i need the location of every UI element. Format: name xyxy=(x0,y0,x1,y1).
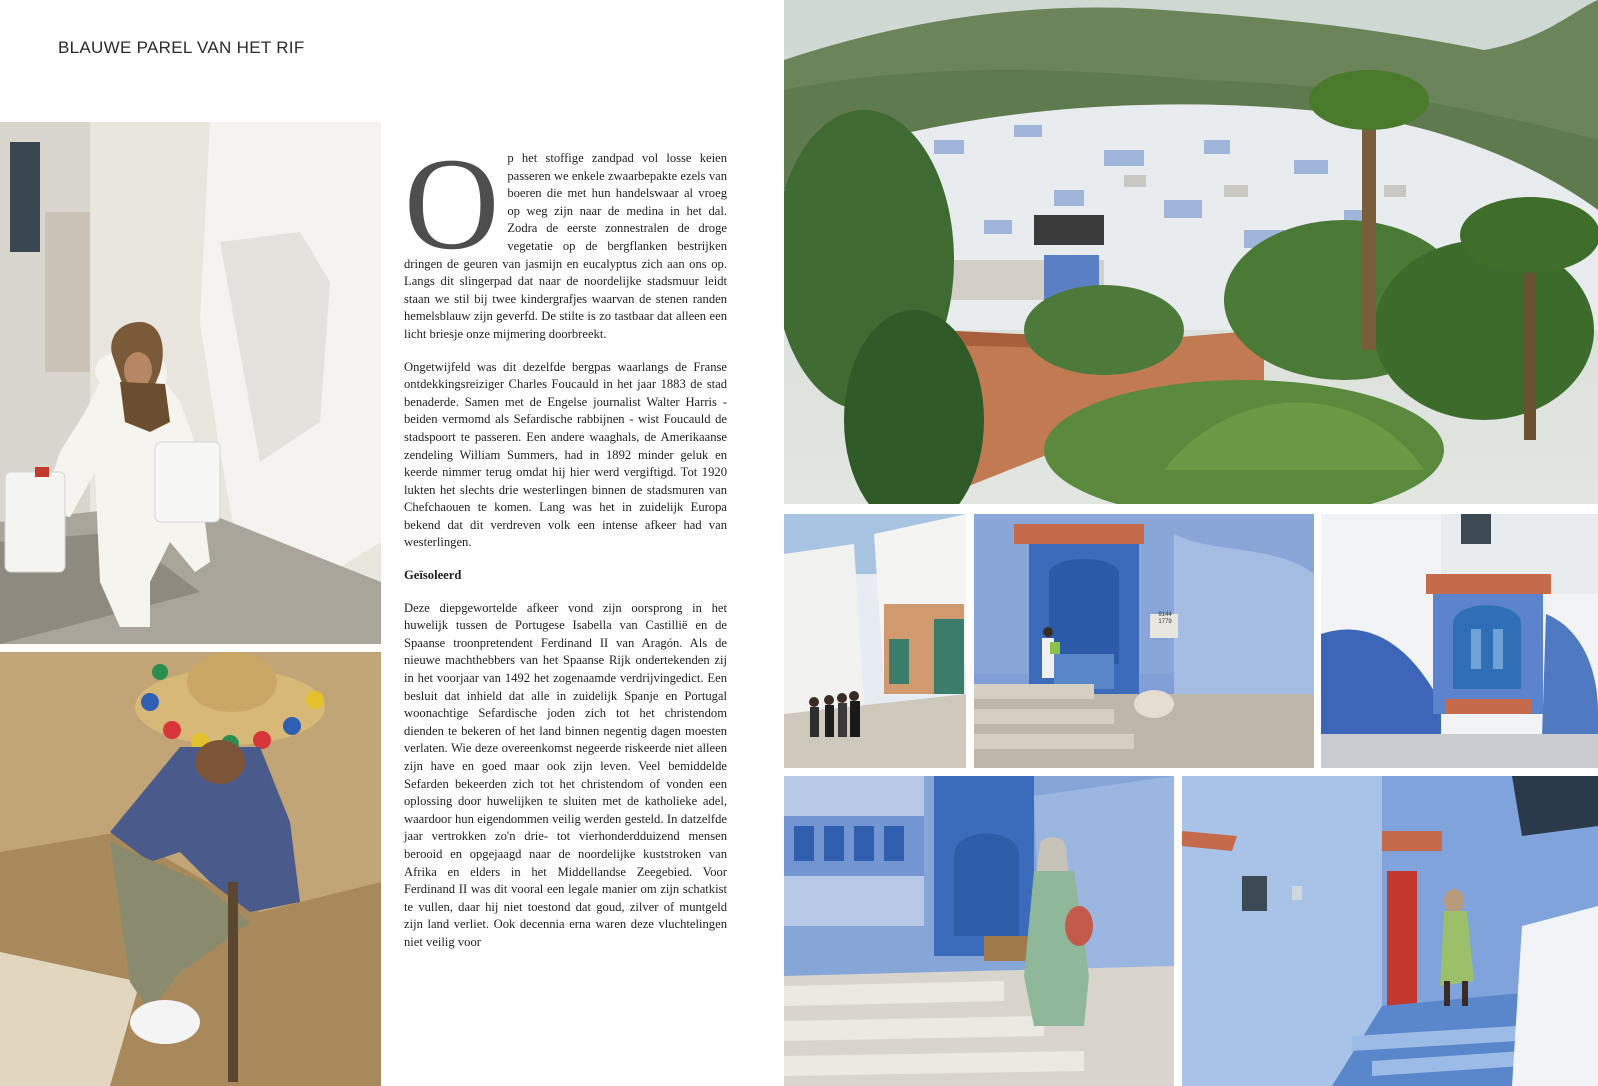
article-paragraph-3: Deze diepgewortelde afkeer vond zijn oorsprong in het huwelijk tussen de Portugese Isabella van Castillië en de Spaanse troonpretendent Ferdinand II van Aragón. Als de nieuwe machthebbers van het Spaanse Rijk ondertekenden zij in het voorjaar van 1492 het zogenaamde verdrijvingedict. Een besluit dat inhield dat alle in zuidelijk Spanje en Portugal woonachtige Sefardische joden zich tot het christendom dienden te bekeren of het land binnen negentig dagen moesten verlaten. Wie deze overeenkomst negeerde riskeerde niet alleen zijn have en goed maar ook zijn leven. Veel bemiddelde Sefarden bekeerden zich tot het christendom of vonden een oplossing door huwelijken te sluiten met de katholieke adel, waardoor hun eigendommen veilig werden gesteld. In datzelfde jaar vertrokken zo'n drie- tot vierhonderdduizend mensen berooid en opgejaagd naar de noordelijke kuststroken van Afrika en elders in het Middellandse Zeegebied. Voor Ferdinand II was dit vooral een legale manier om zijn schatkist te vullen, daar hij niet toestond dat goud, zilver of muntgeld zijn land verliet. Ook decennia erna waren deze vluchtelingen niet veilig voor xyxy=(404,600,727,949)
section-subheading: Geïsoleerd xyxy=(404,568,462,583)
article-paragraph-2: Ongetwijfeld was dit dezelfde bergpas waarlangs de Franse ontdekkingsreiziger Charles Foucauld in het jaar 1883 de stad benaderde. Samen met de Engelse journalist Walter Harris - beiden vermomd als Sefardische rabbijnen - wist Foucauld de stadspoort te passeren. Een andere waaghals, de Amerikaanse zendeling William Summers, had in 1892 minder geluk en keerde nimmer terug omdat hij hier werd vergiftigd. Tot 1920 lukten het slechts drie westerlingen binnen de stadsmuren van Chefchaouen te komen. Lang was het in zuidelijk Europa bekend dat dit verdreven volk een intense afkeer had van westerlingen. xyxy=(404,359,727,550)
photo-blue-fountain xyxy=(974,514,1314,768)
house-number-sign: 9144 1779 xyxy=(1158,612,1172,625)
article-body xyxy=(404,130,727,967)
photo-woman-with-jerrycans xyxy=(0,122,381,644)
photo-blue-stairs-alley xyxy=(1182,776,1598,1086)
photo-street-with-kids xyxy=(784,514,966,768)
photo-chefchaouen-panorama xyxy=(784,0,1598,504)
photo-man-with-straw-hat xyxy=(0,652,381,1086)
page-header: BLAUWE PAREL VAN HET RIF xyxy=(58,38,305,57)
paragraph-1-text: p het stoffige zandpad vol losse keien passeren we enkele zwaarbepakte ezels van boeren die met hun handelswaar al vroeg op weg zijn naar de medina in het dal. Zodra de eerste zonnestralen de droge vegetatie op de bergflanken bestrijken dringen de geuren van jasmijn en eucalyptus zich aan ons op. Langs dit slingerpad dat naar de noordelijke stadsmuur leidt staan we stil bij twee kindergrafjes waarvan de stenen randen hemelsblauw zijn geverfd. De stilte is zo tastbaar dat alleen een licht briesje onze mijmering doorbreekt. xyxy=(404,151,727,341)
drop-cap: O xyxy=(404,130,500,277)
photo-blue-door xyxy=(1321,514,1598,768)
article-paragraph-1 xyxy=(404,130,727,344)
photo-woman-at-blue-fountain xyxy=(784,776,1174,1086)
